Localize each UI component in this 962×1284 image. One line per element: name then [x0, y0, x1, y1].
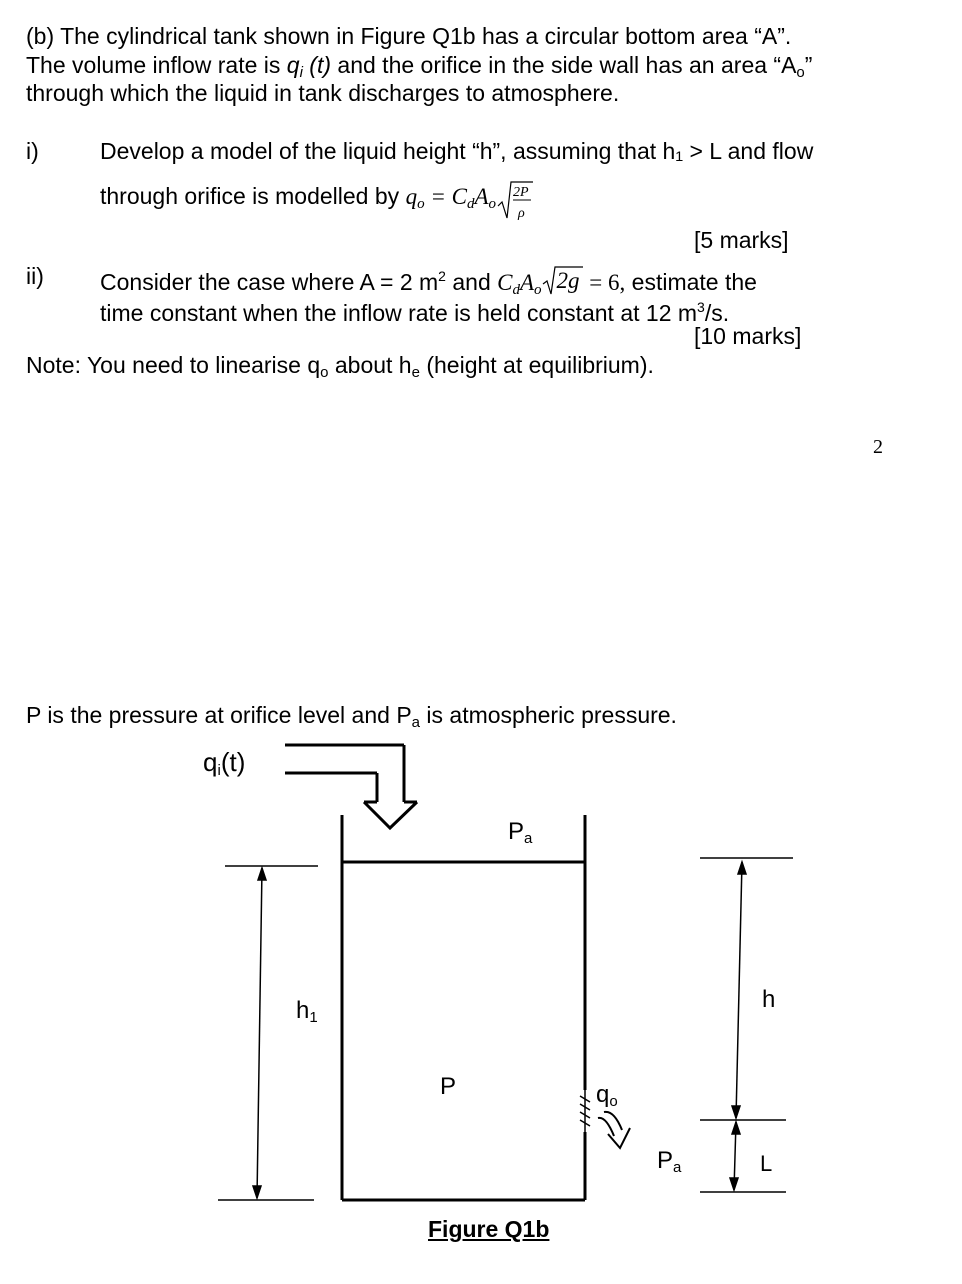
- page-number: 2: [873, 436, 883, 458]
- orifice: [580, 1090, 590, 1132]
- question-i-label: i): [26, 138, 39, 164]
- question-ii-line-2: time constant when the inflow rate is held constant at 12 $m^3/s$.: [100, 299, 730, 326]
- question-i-line-2: through orifice is modelled by $q_o = C_dA_o$ 2P ρ: [100, 180, 534, 220]
- outflow-arrow: [598, 1112, 630, 1148]
- question-i-line-1: Develop a model of the liquid height “h”, assuming that h₁ > L and flow: [100, 138, 814, 164]
- figure-caption: P is the pressure at orifice level and $P_a$ is atmospheric pressure.: [26, 702, 677, 731]
- l-label: L: [760, 1151, 773, 1176]
- pressure-p-label: P: [440, 1073, 457, 1100]
- sqrt-2g: 2g: [542, 266, 584, 294]
- h1-label: $h_1$: [296, 997, 318, 1026]
- question-ii-marks: [10 marks]: [694, 323, 802, 349]
- figure-title: Figure Q1b: [428, 1216, 550, 1242]
- question-ii-line-1: Consider the case where A = 2 $m^2$ and $C_dA_o$ 2g = 6, estimate the: [100, 268, 757, 298]
- time-constant-formula: $C_dA_o$: [497, 270, 542, 298]
- h-l-dimension: [700, 858, 793, 1192]
- qo-label: $q_o$: [596, 1081, 618, 1110]
- h1-dimension: [218, 866, 318, 1200]
- sqrt-fraction: 2P ρ: [496, 180, 534, 220]
- h-label: h: [762, 986, 776, 1013]
- intro-line-2: The volume inflow rate is $q_i$ (t) and the orifice in the side wall has an area “$A_o$”: [26, 52, 813, 81]
- pa-top-label: $P_a$: [508, 818, 533, 847]
- tank-walls: [342, 815, 585, 1200]
- question-i-marks: [5 marks]: [694, 227, 789, 253]
- intro-line-1: (b) The cylindrical tank shown in Figure Q1b has a circular bottom area “A”.: [26, 23, 792, 49]
- question-ii-label: ii): [26, 263, 44, 289]
- note: Note: You need to linearise $q_o$ about $h_e$ (height at equilibrium).: [26, 352, 654, 381]
- inflow-label: $q_i(t)$: [203, 747, 246, 779]
- inflow-pipe: [285, 745, 417, 828]
- pa-right-label: $P_a$: [657, 1147, 682, 1176]
- orifice-flow-formula: $q_o = C_dA_o$: [405, 184, 496, 212]
- intro-line-3: through which the liquid in tank discharges to atmosphere.: [26, 80, 620, 106]
